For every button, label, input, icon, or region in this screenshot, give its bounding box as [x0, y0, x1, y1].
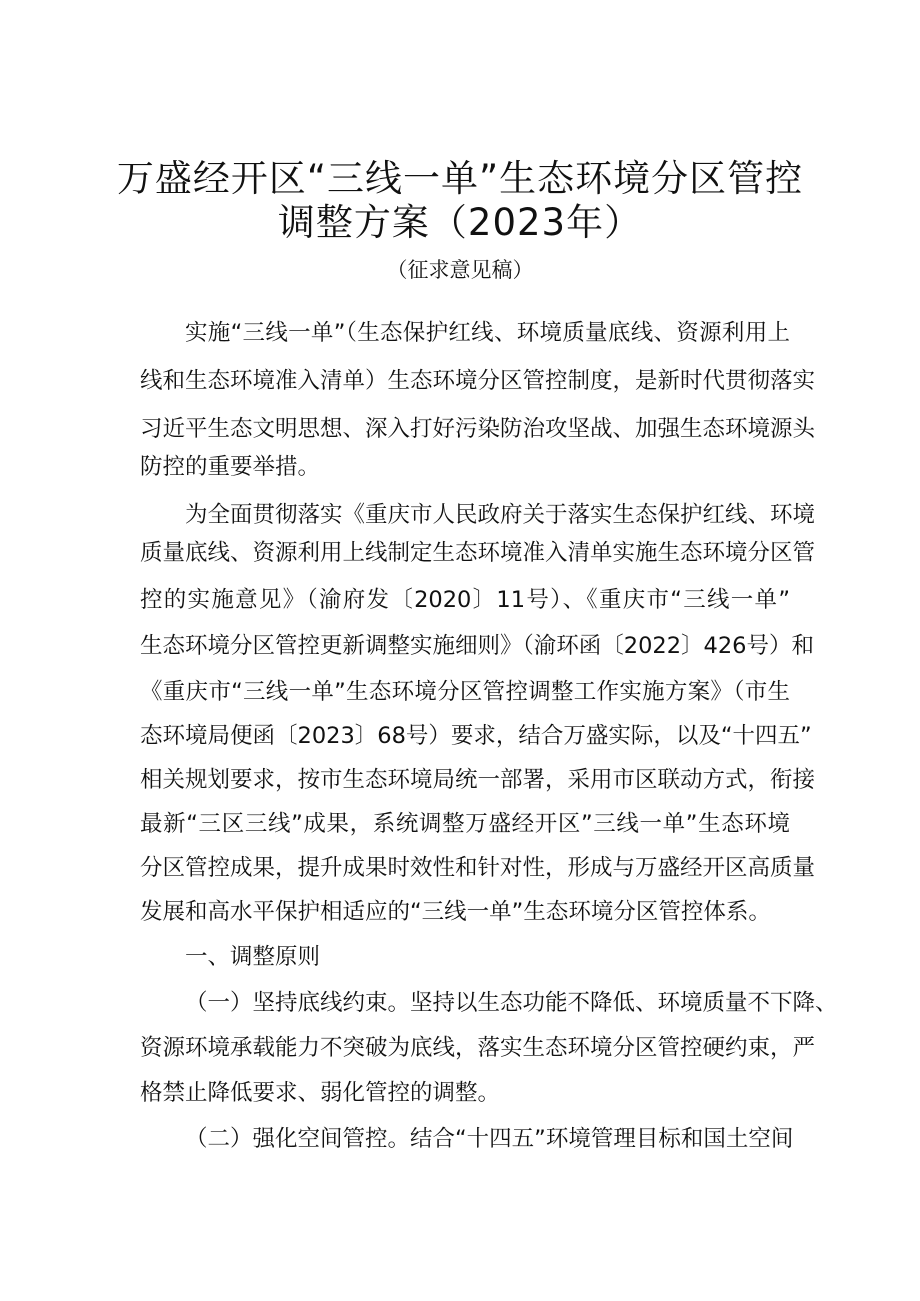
document-title-line2: 调整方案（2023年） — [277, 201, 643, 244]
paragraph2-line4: 生态环境分区管控更新调整实施细则》（渝环函〔2022〕426号）和 — [140, 633, 814, 659]
paragraph2-line3: 控的实施意见》（渝府发〔2020〕11号）、《重庆市“三线一单” — [140, 587, 790, 613]
principle2-line1: （二）强化空间管控。结合“十四五”环境管理目标和国土空间 — [185, 1126, 794, 1152]
paragraph2-line5: 《重庆市“三线一单”生态环境分区管控调整工作实施方案》（市生 — [140, 679, 790, 705]
principle1-line1: （一）坚持底线约束。坚持以生态功能不降低、环境质量不下降、 — [185, 990, 838, 1016]
paragraph1-line1: 实施“三线一单”（生态保护红线、环境质量底线、资源利用上 — [185, 320, 790, 346]
principle1-line3: 格禁止降低要求、弱化管控的调整。 — [140, 1080, 501, 1106]
paragraph2-line2: 质量底线、资源利用上线制定生态环境准入清单实施生态环境分区管 — [140, 540, 816, 566]
paragraph2-line7: 相关规划要求，按市生态环境局统一部署，采用市区联动方式，衔接 — [140, 767, 816, 793]
paragraph1-line3: 习近平生态文明思想、深入打好污染防治攻坚战、加强生态环境源头 — [140, 416, 816, 442]
document-subtitle: （征求意见稿） — [386, 258, 534, 282]
paragraph2-line6: 态环境局便函〔2023〕68号）要求，结合万盛实际，以及“十四五” — [140, 723, 812, 749]
section1-heading: 一、调整原则 — [185, 944, 321, 970]
principle1-line2: 资源环境承载能力不突破为底线，落实生态环境分区管控硬约束，严 — [140, 1035, 816, 1061]
document-title-line1: 万盛经开区“三线一单”生态环境分区管控 — [116, 157, 804, 200]
paragraph2-line10: 发展和高水平保护相适应的“三线一单”生态环境分区管控体系。 — [140, 899, 771, 925]
paragraph1-line4: 防控的重要举措。 — [140, 454, 321, 480]
paragraph2-line8: 最新“三区三线”成果，系统调整万盛经开区”三线一单”生态环境 — [140, 811, 790, 837]
paragraph2-line9: 分区管控成果，提升成果时效性和针对性，形成与万盛经开区高质量 — [140, 855, 816, 881]
paragraph1-line2: 线和生态环境准入清单）生态环境分区管控制度，是新时代贯彻落实 — [140, 368, 816, 394]
paragraph2-line1: 为全面贯彻落实《重庆市人民政府关于落实生态保护红线、环境 — [185, 502, 816, 528]
